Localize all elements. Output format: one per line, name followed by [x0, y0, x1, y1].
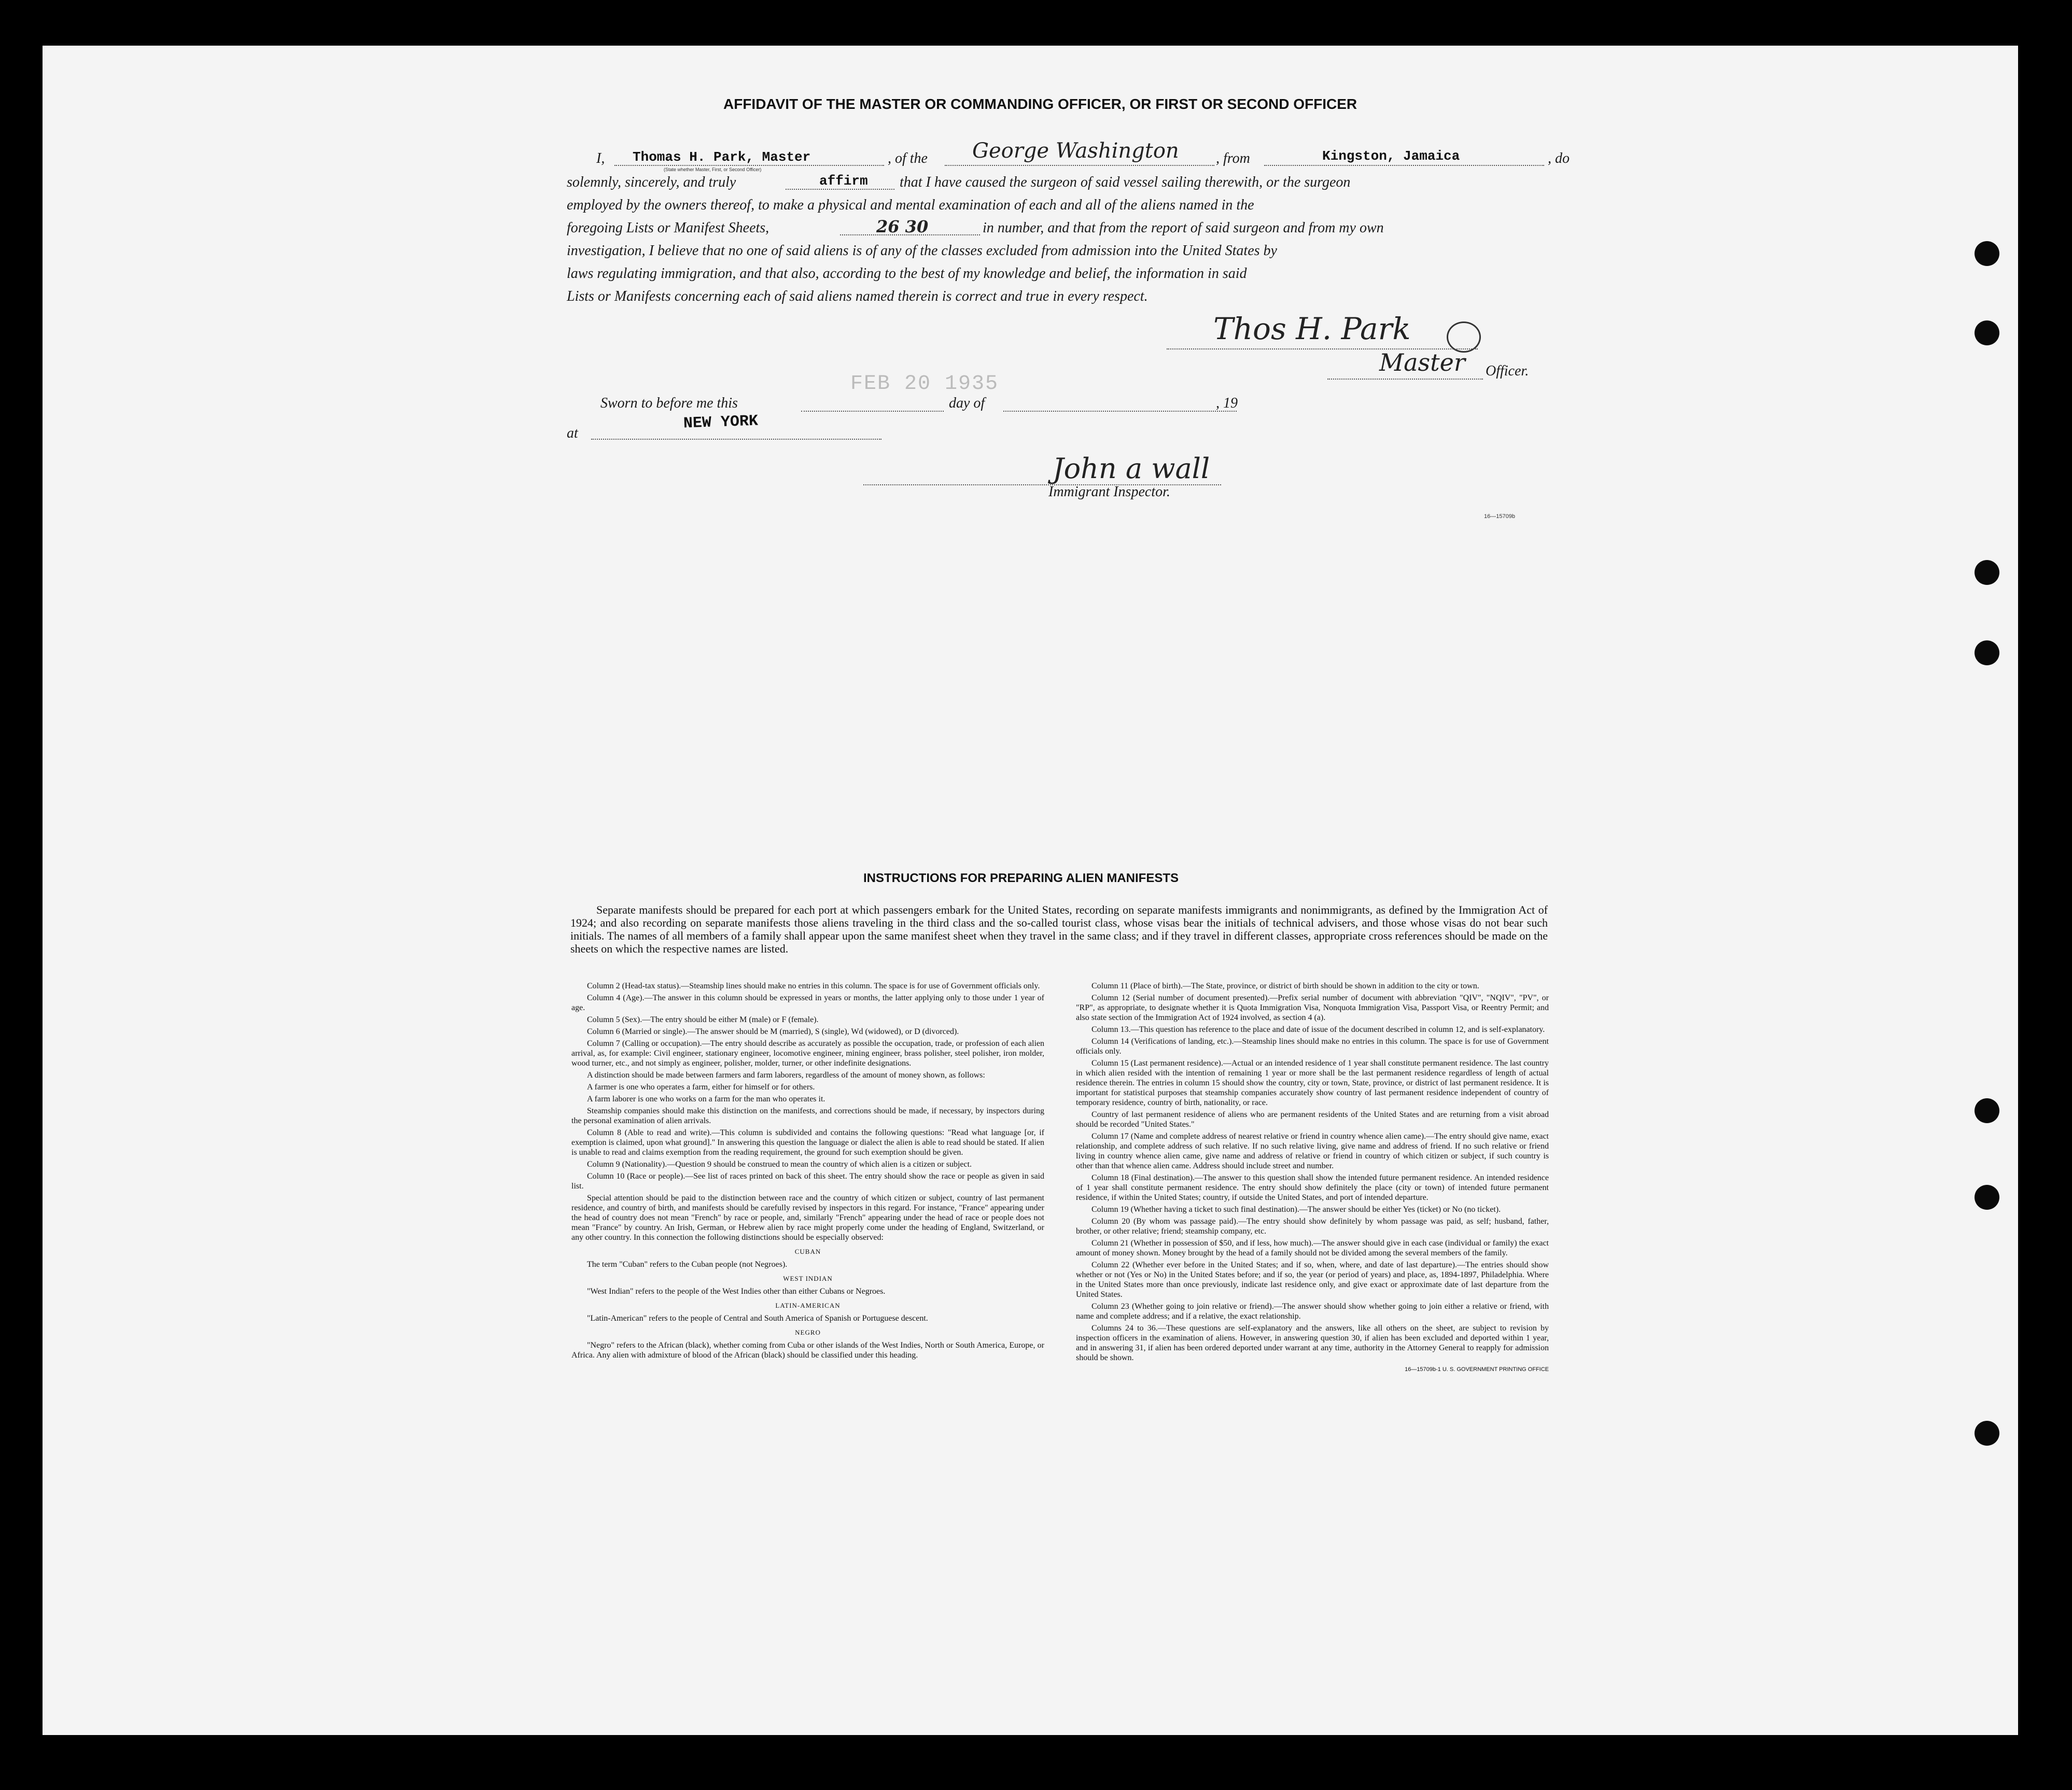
instructions-right-column [1076, 981, 1549, 1377]
instruction-paragraph: Special attention should be paid to the distinction between race and the country of which citizen or subject, country of last permanent residence, and country of birth, and manifests should be carefully revised by inspectors in this regard. For instance, "France" appearing under the head of country does not mean "French" by race or people, and, similarly "French" appearing under the head of race or people does not mean "France" by country. An Irish, German, or Hebrew alien by race might properly come under the heading of England, Switzerland, or any other country. In this connection the following distinctions should be especially observed: [571, 1194, 1044, 1242]
printing-office-footer: 16—15709b-1 U. S. GOVERNMENT PRINTING OFFICE [1405, 1366, 1549, 1373]
instruction-paragraph: Column 17 (Name and complete address of nearest relative or friend in country whence alien came).—The entry should give name, exact relationship, and complete address of such relative. If no such relative living, give name and address of friend. If no such relative or friend living in country whence alien came, give name and address of relative or friend in country of which citizen or subject, if such country is other than that whence alien came. Address should include street and number. [1076, 1132, 1549, 1170]
punch-hole [1975, 640, 1999, 665]
affidavit-line-4a: foregoing Lists or Manifest Sheets, [567, 220, 769, 236]
day-of-label: day of [949, 395, 985, 411]
officer-hint: (State whether Master, First, or Second Officer) [664, 167, 762, 172]
punch-hole [1975, 1421, 1999, 1446]
master-signature: Thos H. Park [1213, 311, 1411, 346]
affidavit-line-5: investigation, I believe that no one of said aliens is of any of the classes excluded from admission into the United States by [567, 243, 1277, 259]
instructions-left-column [571, 981, 1044, 1362]
instruction-paragraph: Column 20 (By whom was passage paid).—The entry should show definitely by whom passage was paid, as self; husband, father, brother, or other relative; friend; steamship company, etc. [1076, 1217, 1549, 1236]
port-field-line [1264, 165, 1544, 166]
instruction-paragraph: Column 10 (Race or people).—See list of races printed on back of this sheet. The entry should show the race or people as given in said list. [571, 1172, 1044, 1191]
instruction-paragraph: "West Indian" refers to the people of the West Indies other than either Cubans or Negroes. [587, 1287, 886, 1296]
punch-hole [1975, 560, 1999, 585]
affidavit-line-2b: that I have caused the surgeon of said vessel sailing therewith, or the surgeon [900, 174, 1351, 190]
instruction-paragraph: Column 11 (Place of birth).—The State, province, or district of birth should be shown in addition to the city or town. [1091, 982, 1479, 990]
instruction-paragraph: Columns 24 to 36.—These questions are self-explanatory and the answers, like all others on the sheet, are subject to revision by inspection officers in the examination of aliens. However, in answering question 30, if alien has been excluded and deported within 1 year, and in answering 31, if alien has been ordered deported under warrant at any time, authority in the Attorney General to reapply for admission should be shown. [1076, 1324, 1549, 1362]
affirm-field-line [786, 189, 894, 190]
punch-hole [1975, 1098, 1999, 1123]
instruction-paragraph: Column 4 (Age).—The answer in this column should be expressed in years or months, the latter applying only to those under 1 year of age. [571, 994, 1044, 1012]
instruction-paragraph: A distinction should be made between farmers and farm laborers, regardless of the amount of money shown, as follows: [587, 1071, 985, 1080]
instruction-paragraph: Column 19 (Whether having a ticket to such final destination).—The answer should be either Yes (ticket) or No (no ticket). [1091, 1205, 1501, 1214]
instructions-intro: Separate manifests should be prepared for each port at which passengers embark for the United States, recording on separate manifests immigrants and nonimmigrants, as defined by the Immigration Act of 1924; and also recording on separate manifests those aliens traveling in the third class and the so-called tourist class, whose visas bear the initials of technical advisers, and those whose visas do not bear such initials. The names of all members of a family shall appear upon the same manifest sheet when they travel in the same class; and if they travel in different classes, appropriate cross references should be made on the sheets on which the respective names are listed. [570, 903, 1548, 955]
inspector-label: Immigrant Inspector. [1048, 484, 1170, 500]
place-field-line [591, 439, 881, 440]
instruction-paragraph: Column 6 (Married or single).—The answer should be M (married), S (single), Wd (widowed), or D (divorced). [587, 1027, 959, 1036]
i-label: I, [596, 150, 605, 166]
rank-field-line [1327, 379, 1483, 380]
place-name: NEW YORK [683, 412, 759, 433]
instruction-paragraph: Column 23 (Whether going to join relative or friend).—The answer should show whether going to join either a relative or friend, with name and complete address; and if a relative, the exact relationship. [1076, 1302, 1549, 1321]
inspector-signature: John a wall [1053, 452, 1210, 485]
affidavit-title: AFFIDAVIT OF THE MASTER OR COMMANDING OFFICER, OR FIRST OR SECOND OFFICER [723, 96, 1357, 112]
officer-name: Thomas H. Park, Master [633, 149, 811, 165]
instruction-paragraph: Column 9 (Nationality).—Question 9 should be construed to mean the country of which alien is a citizen or subject. [587, 1160, 972, 1169]
date-stamp: FEB 20 1935 [850, 372, 999, 396]
affidavit-line-3: employed by the owners thereof, to make a physical and mental examination of each and all of the aliens named in the [567, 197, 1254, 213]
punch-hole [1975, 320, 1999, 345]
of-the-label: , of the [888, 150, 928, 166]
instruction-paragraph: Column 5 (Sex).—The entry should be either M (male) or F (female). [587, 1015, 819, 1024]
sheets-count: 26 30 [876, 217, 929, 236]
punch-hole [1975, 1185, 1999, 1210]
heading-west-indian: WEST INDIAN [783, 1275, 833, 1282]
instructions-title: INSTRUCTIONS FOR PREPARING ALIEN MANIFESTS [863, 871, 1179, 885]
punch-hole [1975, 241, 1999, 266]
officer-field-line [614, 165, 884, 166]
vessel-name: George Washington [972, 139, 1179, 163]
signature-rank: Master [1379, 348, 1465, 376]
signature-flourish-icon [1447, 321, 1481, 353]
instruction-paragraph: "Latin-American" refers to the people of Central and South America of Spanish or Portuguese descent. [587, 1314, 928, 1323]
instruction-paragraph: The term "Cuban" refers to the Cuban people (not Negroes). [587, 1260, 788, 1269]
from-label: , from [1216, 150, 1250, 166]
year-prefix: , 19 [1216, 395, 1238, 411]
instruction-paragraph: Column 22 (Whether ever before in the United States; and if so, when, where, and date of last departure).—The entries should show whether or not (Yes or No) in the United States before; and if so, the year (or period of years) and place, as, 1894-1897, Philadelphia. Where in the United States more than once previously, indicate last residence only, and give exact or approximate date of last departure from the United States. [1076, 1261, 1549, 1299]
affidavit-line-6: laws regulating immigration, and that also, according to the best of my knowledge and belief, the information in said [567, 265, 1247, 282]
heading-latin-american: LATIN-AMERICAN [775, 1302, 841, 1309]
instruction-paragraph: Column 18 (Final destination).—The answer to this question shall show the intended future permanent residence. An intended residence of 1 year shall constitute permanent residence. The entry should show definitely the place (city or town) of intended future permanent residence, if within the United States; country, if outside the United States, and port of intended departure. [1076, 1173, 1549, 1202]
affidavit-line-2a: solemnly, sincerely, and truly [567, 174, 736, 190]
affirm-word: affirm [819, 173, 868, 189]
instruction-paragraph: Column 13.—This question has reference to the place and date of issue of the document described in column 12, and is self-explanatory. [1091, 1025, 1545, 1034]
instruction-paragraph: Column 15 (Last permanent residence).—Actual or an intended residence of 1 year shall constitute permanent residence. The last country in which alien resided with the intention of remaining 1 year or more shall be the last permanent residence regardless of length of actual residence therein. The entries in column 15 should show the country, city or town, State, province, or district of last permanent residence. It is important for statistical purposes that steamship companies accurately show country of last permanent residence independent of country of temporary residence, country of birth, nationality, or race. [1076, 1059, 1549, 1107]
vessel-field-line [945, 165, 1214, 166]
instruction-paragraph: Column 12 (Serial number of document presented).—Prefix serial number of document with abbreviation "QIV", "NQIV", "PV", or "RP", as appropriate, to designate whether it is Quota Immigration Visa, Nonquota Immigration Visa, Passport Visa, or Reentry Permit; and also state section of the Immigration Act of 1924 involved, as section 4 (a). [1076, 994, 1549, 1022]
instruction-paragraph: Column 8 (Able to read and write).—This column is subdivided and contains the following questions: "Read what language [or, if exemption is claimed, upon what ground]." In answering this question the language or dialect the alien is able to read should be stated. If alien is unable to read and claims exemption from the reading requirement, the ground for such exemption should be given. [571, 1128, 1044, 1157]
instruction-paragraph: Column 2 (Head-tax status).—Steamship lines should make no entries in this column. The space is for use of Government officials only. [587, 982, 1040, 990]
instruction-paragraph: Column 14 (Verifications of landing, etc.).—Steamship lines should make no entries in this column. The space is for use of Government officials only. [1076, 1037, 1549, 1056]
affidavit-line-4b: in number, and that from the report of said surgeon and from my own [983, 220, 1384, 236]
instruction-paragraph: "Negro" refers to the African (black), whether coming from Cuba or other islands of the West Indies, North or South America, Europe, or Africa. Any alien with admixture of blood of the African (black) should be classified under this heading. [571, 1341, 1044, 1360]
instruction-paragraph: Column 21 (Whether in possession of $50, and if less, how much).—The answer should give in each case (individual or family) the exact amount of money shown. Money brought by the head of a family should not be divided among the several members of the family. [1076, 1239, 1549, 1257]
heading-negro: NEGRO [795, 1328, 821, 1336]
instruction-paragraph: A farm laborer is one who works on a farm for the man who operates it. [587, 1095, 825, 1103]
affidavit-line-7: Lists or Manifests concerning each of said aliens named therein is correct and true in every respect. [567, 288, 1148, 304]
sworn-label: Sworn to before me this [600, 395, 738, 411]
sworn-day-line [801, 411, 944, 412]
affidavit-form-number: 16—15709b [1484, 513, 1515, 520]
instruction-paragraph: A farmer is one who operates a farm, either for himself or for others. [587, 1083, 815, 1092]
instruction-paragraph: Column 7 (Calling or occupation).—The entry should describe as accurately as possible the occupation, trade, or profession of each alien arrival, as, for example: Civil engineer, stationary engineer, locomotive engineer, mining engineer, brass polisher, steel polisher, iron molder, wood turner, etc., and not simply as engineer, polisher, molder, turner, or other indefinite designations. [571, 1039, 1044, 1068]
at-label: at [567, 425, 578, 441]
instruction-paragraph: Steamship companies should make this distinction on the manifests, and corrections should be made, if necessary, by inspectors during the personal examination of alien arrivals. [571, 1107, 1044, 1125]
month-field-line [1003, 411, 1237, 412]
do-label: , do [1548, 150, 1570, 166]
heading-cuban: CUBAN [794, 1248, 821, 1255]
officer-label: Officer. [1486, 363, 1529, 379]
port-name: Kingston, Jamaica [1322, 148, 1460, 164]
instruction-paragraph: Country of last permanent residence of aliens who are permanent residents of the United States and are returning from a visit abroad should be recorded "United States." [1076, 1110, 1549, 1129]
affidavit-line-1 [596, 147, 605, 170]
